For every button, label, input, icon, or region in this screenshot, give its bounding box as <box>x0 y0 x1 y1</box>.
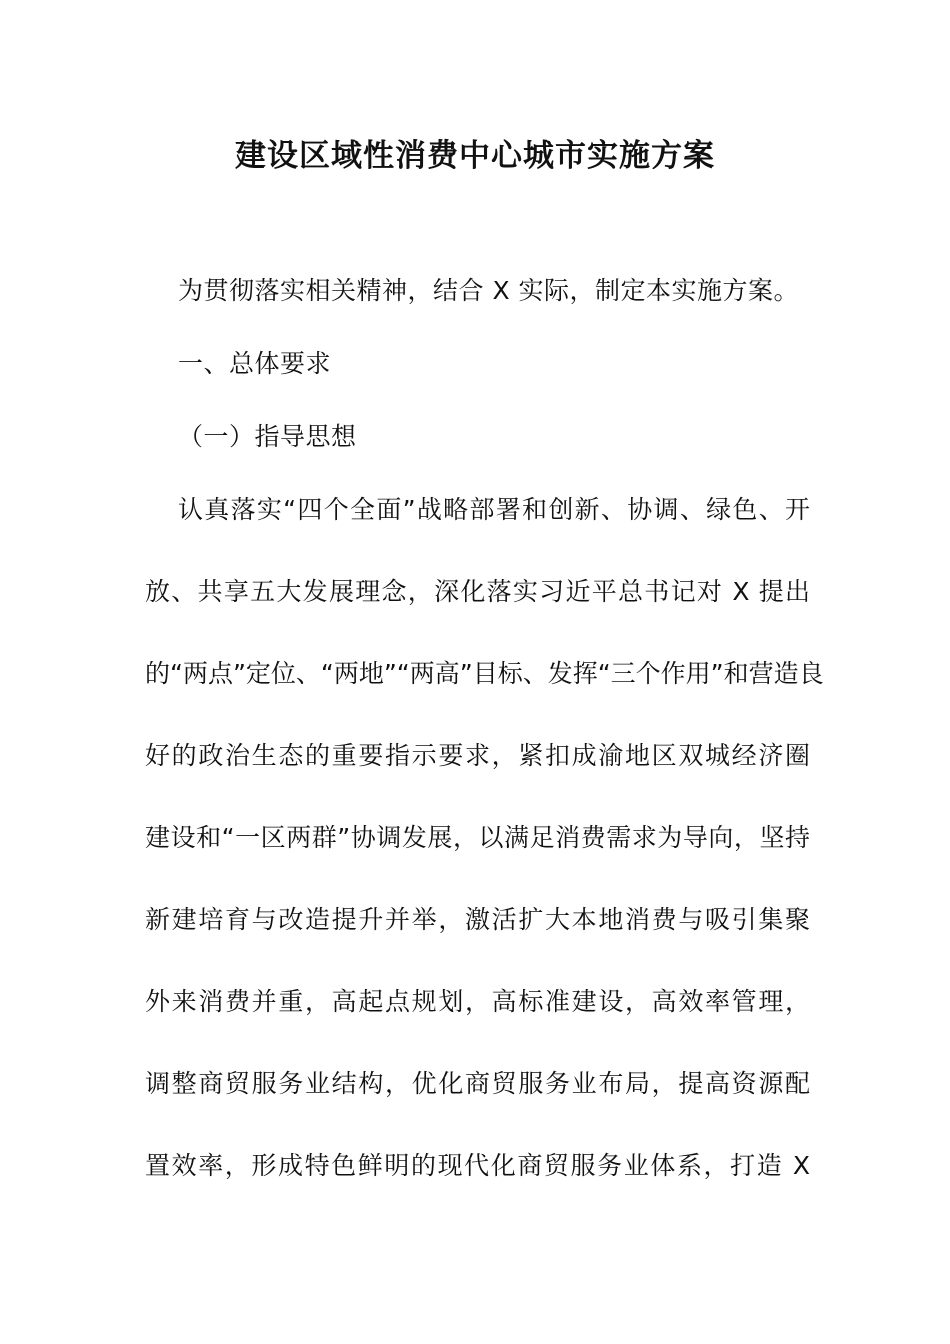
body-line: 好的政治生态的重要指示要求，紧扣成渝地区双城经济圈 <box>145 741 810 770</box>
section-heading: 一、总体要求 <box>178 349 332 378</box>
body-line: 放、共享五大发展理念，深化落实习近平总书记对 X 提出 <box>145 577 810 606</box>
document-title: 建设区域性消费中心城市实施方案 <box>235 138 715 174</box>
body-line: 新建培育与改造提升并举，激活扩大本地消费与吸引集聚 <box>145 905 810 934</box>
body-line: 调整商贸服务业结构，优化商贸服务业布局，提高资源配 <box>145 1069 810 1098</box>
intro-paragraph: 为贯彻落实相关精神，结合 X 实际，制定本实施方案。 <box>178 276 800 305</box>
body-line: 外来消费并重，高起点规划，高标准建设，高效率管理， <box>145 987 810 1016</box>
body-line: 建设和“一区两群”协调发展，以满足消费需求为导向，坚持 <box>145 823 810 852</box>
body-line: 的“两点”定位、“两地”“两高”目标、发挥“三个作用”和营造良 <box>145 659 824 688</box>
body-line: 认真落实“四个全面”战略部署和创新、协调、绿色、开 <box>178 495 810 524</box>
subsection-heading: （一）指导思想 <box>178 422 357 451</box>
body-line: 置效率，形成特色鲜明的现代化商贸服务业体系，打造 X <box>145 1151 810 1180</box>
